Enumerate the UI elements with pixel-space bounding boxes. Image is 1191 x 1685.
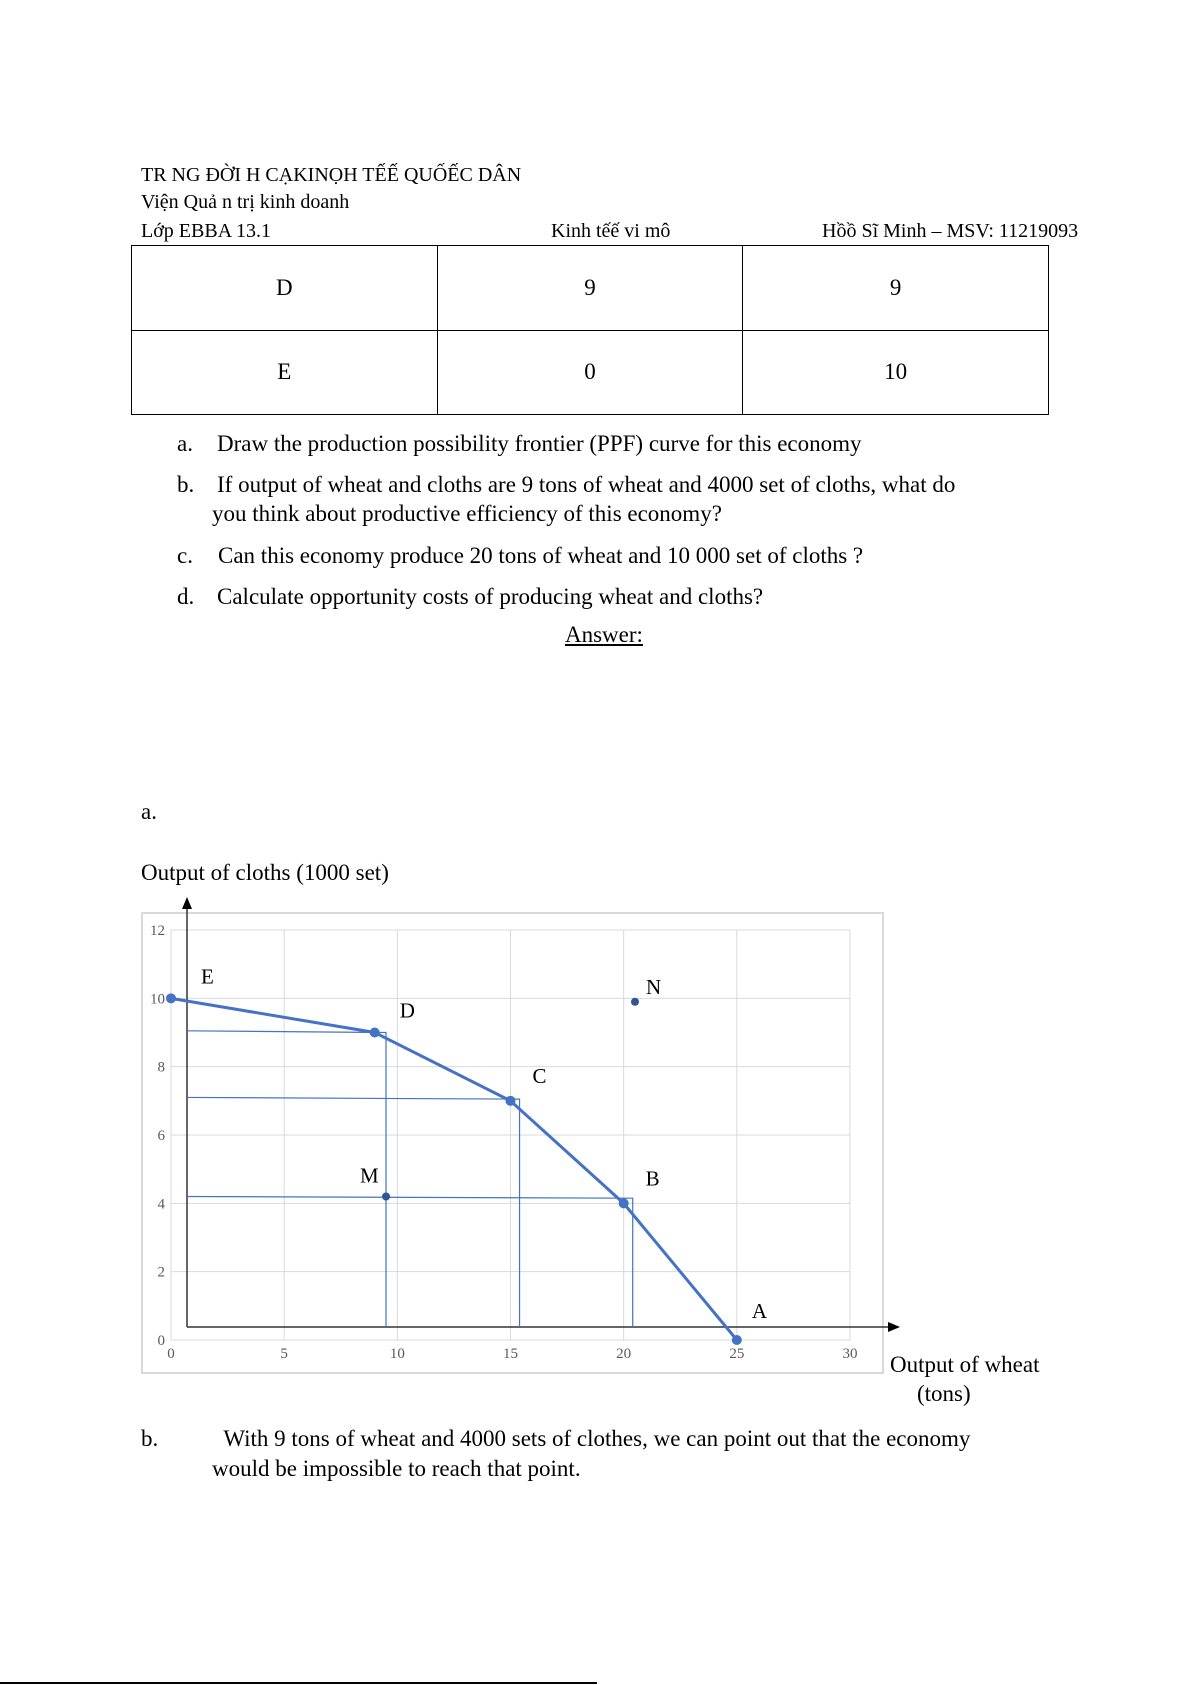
- point-label-m: M: [360, 1163, 379, 1188]
- ppf-point-a: [732, 1335, 742, 1345]
- ppf-point-e: [166, 993, 176, 1003]
- chart-frame: [142, 913, 883, 1373]
- point-label-b: B: [645, 1166, 660, 1191]
- y-tick-label: 0: [157, 1333, 165, 1349]
- question-a-label: a.: [177, 431, 193, 456]
- y-tick-label: 2: [157, 1264, 165, 1281]
- table-cell: 10: [743, 330, 1049, 415]
- y-tick-label: 10: [150, 991, 165, 1008]
- part-a-label: a.: [141, 799, 157, 824]
- x-tick-label: 25: [729, 1346, 745, 1362]
- part-b-text: With 9 tons of wheat and 4000 sets of clothes, we can point out that the economy: [218, 1426, 971, 1451]
- y-tick-label: 8: [157, 1059, 165, 1076]
- table-cell: D: [132, 246, 438, 331]
- x-tick-label: 30: [842, 1346, 858, 1362]
- question-c-text: Can this economy produce 20 tons of wheat and 10 000 set of cloths ?: [218, 543, 864, 568]
- y-tick-label: 6: [157, 1128, 165, 1144]
- part-b-text-cont: would be impossible to reach that point.: [212, 1456, 581, 1481]
- y-tick-label: 12: [150, 923, 165, 939]
- x-axis-arrow-icon: [888, 1322, 900, 1332]
- y-tick-label: 4: [157, 1196, 165, 1213]
- table-cell: 9: [743, 246, 1049, 331]
- point-label-d: D: [399, 998, 415, 1023]
- x-tick-label: 15: [503, 1346, 518, 1362]
- guide-line: [187, 1097, 520, 1327]
- ppf-point-b: [619, 1198, 629, 1208]
- point-label-e: E: [201, 964, 214, 989]
- question-a-text: Draw the production possibility frontier (PPF) curve for this economy: [217, 431, 862, 456]
- x-tick-label: 20: [616, 1346, 632, 1362]
- y-axis-arrow-icon: [182, 897, 192, 909]
- x-tick-label: 0: [167, 1346, 175, 1362]
- question-d-label: d.: [177, 584, 195, 609]
- university-name: TR NG ĐỜI H CẠKINỌH TẾẾ QUỐẾC DÂN: [141, 164, 522, 186]
- answer-heading: Answer:: [565, 622, 643, 647]
- footer-rule: [0, 1682, 597, 1684]
- question-b-text: If output of wheat and cloths are 9 tons of wheat and 4000 set of cloths, what do: [217, 472, 956, 497]
- x-tick-label: 5: [280, 1346, 288, 1362]
- guide-line: [187, 1031, 386, 1327]
- guide-line: [187, 1197, 633, 1328]
- part-b-label: b.: [141, 1426, 159, 1451]
- y-axis-title: Output of cloths (1000 set): [141, 860, 389, 885]
- table-cell: 0: [437, 330, 743, 415]
- point-label-c: C: [532, 1063, 547, 1088]
- ppf-point-d: [370, 1028, 380, 1038]
- x-axis-title: Output of wheat: [890, 1352, 1040, 1377]
- subject-name: Kinh tếế vi mô: [551, 220, 671, 242]
- point-n: [631, 998, 639, 1006]
- question-b-label: b.: [177, 472, 195, 497]
- point-label-a: A: [751, 1299, 768, 1323]
- class-name: Lớp EBBA 13.1: [141, 220, 272, 242]
- ppf-point-c: [506, 1096, 516, 1106]
- x-tick-label: 10: [389, 1346, 405, 1362]
- institute-name: Viện Quả n trị kinh doanh: [141, 191, 350, 213]
- point-label-n: N: [645, 974, 662, 999]
- table-cell: E: [132, 330, 438, 415]
- point-m: [382, 1193, 390, 1201]
- table-cell: 9: [437, 246, 743, 331]
- question-b-text-cont: you think about productive efficiency of this economy?: [212, 501, 722, 526]
- student-info: Hồồ Sĩ Minh – MSV: 11219093: [822, 220, 1079, 242]
- x-axis-title-unit: (tons): [917, 1381, 971, 1406]
- question-c-label: c.: [177, 543, 193, 568]
- question-d-text: Calculate opportunity costs of producing wheat and cloths?: [217, 584, 764, 609]
